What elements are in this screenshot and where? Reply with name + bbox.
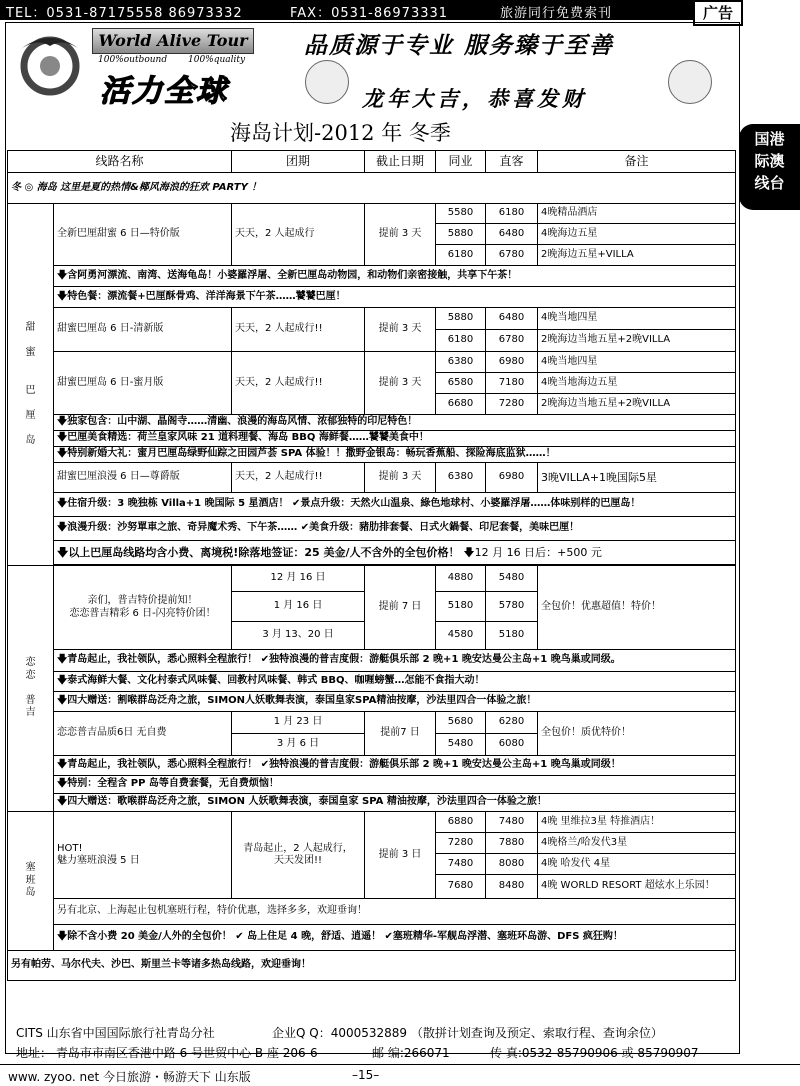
remark: 4晚当地海边五星 [538, 373, 736, 394]
region-char: 恋 [25, 669, 36, 681]
header-fax: FAX：0531-86973331 [290, 6, 449, 21]
retail-price: 5480 [486, 566, 538, 592]
peer-price: 6380 [436, 463, 486, 493]
retail-price: 5180 [486, 622, 538, 650]
route-name-line: 魅力塞班浪漫 5 日 [57, 855, 140, 866]
region-char: 岛 [25, 887, 36, 899]
footer-zip: 邮 编:266071 [372, 1046, 450, 1060]
note-line: 🡇四大赠送：歌喉群岛泛舟之旅，SIMON 人妖歌舞表演，泰国皇家 SPA 精油按摩，沙法里四合一体验之旅！ [54, 794, 736, 812]
peer-price: 5480 [436, 734, 486, 756]
route-cutoff: 提前 3 天 [365, 204, 436, 266]
note-text: 青岛起止，我社领队，悉心照料全程旅行！ ✔独特浪漫的普吉度假：游艇俱乐部 2 晚+1 晚安达曼公主岛+1 晚鸟巢或同级。 [67, 654, 621, 666]
note-line: 🡇青岛起止，我社领队，悉心照料全程旅行！ ✔独特浪漫的普吉度假：游艇俱乐部 2 晚+1 晚安达曼公主岛+1 晚鸟巢或同级。 [54, 650, 736, 672]
footer-address: 地址： 青岛市市南区香港中路 6 号世贸中心 B 座 206-6 [16, 1046, 318, 1060]
route-date-line: 青岛起止，2 人起成行， [243, 842, 353, 854]
region-saipan [8, 812, 54, 951]
note-text: 特别：全程含 PP 岛等自费套餐，无自费烦恼！ [67, 778, 279, 790]
note-line: 🡇特色餐：漂流餐+巴厘酥骨鸡、洋洋海景下午茶……饕饕巴厘！ [54, 287, 736, 308]
retail-price: 7180 [486, 373, 538, 394]
col-header: 团期 [232, 151, 365, 173]
remark: 2晚海边五星+VILLA [538, 245, 736, 266]
peer-price: 6880 [436, 812, 486, 833]
retail-price: 6080 [486, 734, 538, 756]
peer-price: 7680 [436, 875, 486, 899]
region-char: 班 [25, 874, 36, 886]
route-name-line: 亲们，普吉特价提前知！ [87, 595, 198, 606]
note-text: 以上巴厘岛线路均含小费、离境税!除落地签证：25 美金/人不含外的全包价格！ [68, 545, 460, 559]
route-cutoff: 提前 3 天 [365, 463, 436, 493]
note-text: 12 月 16 日后：+500 元 [474, 545, 602, 559]
region-char: 蜜 [25, 347, 36, 358]
dragon-left-icon [305, 60, 349, 104]
note-line: 🡇独家包含：山中湖、晶阁寺……清幽、浪漫的海岛风情、浓郁独特的印尼特色！ [54, 415, 736, 431]
footer-company: CITS 山东省中国国际旅行社青岛分社 [16, 1026, 215, 1040]
region-char: 岛 [25, 434, 36, 446]
note-line: 🡇住宿升级：3 晚独栋 Villa+1 晚国际 5 星酒店！ ✔景点升级：天然火山温泉、綠色地球村、小婆羅浮屠……体味别样的巴厘岛！ [54, 493, 736, 517]
note-line: 🡇除不含小费 20 美金/人外的全包价！ ✔ 岛上住足 4 晚，舒适、逍遥！ ✔塞班精华-军舰岛浮潜、塞班环岛游、DFS 疯狂购！ [54, 925, 736, 951]
peer-price: 5580 [436, 204, 486, 224]
peer-price: 7480 [436, 854, 486, 875]
remark: 4晚当地四星 [538, 352, 736, 373]
region-phuket [8, 566, 54, 812]
note-text: 浪漫升级：沙努單車之旅、奇异魔术秀、下午茶…… ✔美食升级：豬肋排套餐、日式火鍋餐、印尼套餐，美味巴厘！ [67, 522, 580, 534]
peer-price: 6580 [436, 373, 486, 394]
note-line: 🡇巴厘美食精选：荷兰皇家风味 21 道料理餐、海岛 BBQ 海鲜餐……饕饕美食中！ [54, 431, 736, 447]
peer-price: 6180 [436, 245, 486, 266]
note-text: 青岛起止，我社领队，悉心照料全程旅行！ ✔独特浪漫的普吉度假：游艇俱乐部 2 晚+1 晚安达曼公主岛+1 晚鸟巢或同级！ [67, 759, 621, 771]
plan-title: 海岛计划-2012 年 冬季 [230, 121, 451, 145]
greeting: 龙年大吉，恭喜发财 [362, 86, 587, 111]
region-char: 塞 [25, 862, 36, 874]
remark: 4晚 WORLD RESORT 超炫水上乐园！ [538, 875, 736, 899]
retail-price: 6480 [486, 224, 538, 245]
note-text: 独家包含：山中湖、晶阁寺……清幽、浪漫的海岛风情、浓郁独特的印尼特色！ [67, 416, 418, 428]
route-date: 12 月 16 日 [232, 566, 365, 592]
bottom-rule [0, 1064, 800, 1065]
retail-price: 6780 [486, 330, 538, 352]
brand-sub-quality: 100%quality [188, 55, 246, 65]
route-name: 全新巴厘甜蜜 6 日—特价版 [54, 204, 232, 266]
note-line: 🡇泰式海鲜大餐、文化村泰式风味餐、回教村风味餐、韩式 BBQ、咖喱螃蟹…怎能不食指大动！ [54, 672, 736, 692]
retail-price: 7480 [486, 812, 538, 833]
note-text: 泰式海鲜大餐、文化村泰式风味餐、回教村风味餐、韩式 BBQ、咖喱螃蟹…怎能不食指大动！ [67, 675, 485, 687]
retail-price: 8480 [486, 875, 538, 899]
retail-price: 7280 [486, 394, 538, 415]
col-header: 备注 [538, 151, 736, 173]
side-tab-line: 际澳 [754, 152, 785, 170]
brand-sub-outbound: 100%outbound [98, 55, 168, 65]
region-char: 恋 [25, 657, 36, 669]
route-name [54, 812, 232, 899]
peer-price: 5180 [436, 592, 486, 622]
region-char: 普 [25, 694, 36, 706]
header-tagline: 旅游同行免费索刊 [500, 6, 613, 21]
note-line: 🡇浪漫升级：沙努單車之旅、奇异魔术秀、下午茶…… ✔美食升级：豬肋排套餐、日式火鍋餐、印尼套餐，美味巴厘！ [54, 517, 736, 541]
remark: 2晚海边当地五星+2晚VILLA [538, 330, 736, 352]
route-cutoff: 提前 3 天 [365, 308, 436, 352]
col-header: 直客 [486, 151, 538, 173]
route-name: 甜蜜巴厘岛 6 日-清新版 [54, 308, 232, 352]
ad-tag: 广告 [693, 0, 743, 26]
retail-price: 6480 [486, 308, 538, 330]
footer-qq: 企业Q Q：4000532889 （散拼计划查询及预定、索取行程、查询余位） [272, 1026, 663, 1040]
note-line: 另有北京、上海起止包机塞班行程，特价优惠，选择多多，欢迎垂询！ [54, 899, 736, 925]
route-date: 1 月 16 日 [232, 592, 365, 622]
route-name: 甜蜜巴厘岛 6 日-蜜月版 [54, 352, 232, 415]
region-char: 甜 [25, 322, 36, 333]
peer-price: 5880 [436, 224, 486, 245]
remark: 4晚海边五星 [538, 224, 736, 245]
remark: 4晚当地四星 [538, 308, 736, 330]
footer-fax: 传 真:0532-85790906 或 85790907 [490, 1046, 699, 1060]
note-text: 除不含小费 20 美金/人外的全包价！ ✔ 岛上住足 4 晚，舒适、逍遥！ ✔塞班精华-军舰岛浮潜、塞班环岛游、DFS 疯狂购！ [67, 931, 623, 943]
route-date: 天天，2 人起成行!! [232, 463, 365, 493]
remark: 4晚格兰/哈发代3星 [538, 833, 736, 854]
retail-price: 5780 [486, 592, 538, 622]
region-char: 吉 [25, 707, 36, 719]
note-line: 🡇四大赠送：割喉群岛泛舟之旅，SIMON人妖歌舞表演，泰国皇家SPA精油按摩，沙法里四合一体验之旅！ [54, 692, 736, 712]
side-tab-line: 线台 [754, 174, 785, 192]
peer-price: 4880 [436, 566, 486, 592]
note-text: 特别新婚大礼：蜜月巴厘岛绿野仙踪之田园芦荟 SPA 体验！！撒野金银岛：畅玩香蕉船、探险海底监狱……！ [67, 448, 556, 460]
route-date: 3 月 13、20 日 [232, 622, 365, 650]
remark: 4晚 哈发代 4星 [538, 854, 736, 875]
logo-swirl-icon [12, 28, 88, 98]
note-text: 四大赠送：歌喉群岛泛舟之旅，SIMON 人妖歌舞表演，泰国皇家 SPA 精油按摩，沙法里四合一体验之旅！ [67, 796, 547, 808]
retail-price: 6180 [486, 204, 538, 224]
route-date [232, 812, 365, 899]
page-number: –15– [352, 1068, 380, 1082]
retail-price: 6280 [486, 712, 538, 734]
remark: 4晚 里维拉3星 特推酒店！ [538, 812, 736, 833]
col-header: 线路名称 [8, 151, 232, 173]
peer-price: 6380 [436, 352, 486, 373]
route-cutoff: 提前7 日 [365, 712, 436, 756]
route-date: 1 月 23 日 [232, 712, 365, 734]
region-bali [8, 204, 54, 566]
note-text: 特色餐：漂流餐+巴厘酥骨鸡、洋洋海景下午茶……饕饕巴厘！ [67, 290, 346, 302]
remark: 全包价！优惠超值！特价！ [538, 566, 736, 650]
note-line: 🡇特别：全程含 PP 岛等自费套餐，无自费烦恼！ [54, 776, 736, 794]
region-char: 厘 [25, 409, 36, 421]
header-bar [0, 0, 740, 20]
peer-price: 7280 [436, 833, 486, 854]
route-date-line: 天天发团!! [274, 855, 323, 866]
route-date: 天天，2 人起成行!! [232, 308, 365, 352]
note-line: 🡇青岛起止，我社领队，悉心照料全程旅行！ ✔独特浪漫的普吉度假：游艇俱乐部 2 晚+1 晚安达曼公主岛+1 晚鸟巢或同级！ [54, 756, 736, 776]
side-tab-line: 国港 [754, 130, 785, 148]
note-text: 巴厘美食精选：荷兰皇家风味 21 道料理餐、海岛 BBQ 海鲜餐……饕饕美食中！ [67, 432, 429, 444]
retail-price: 8080 [486, 854, 538, 875]
header-tel: TEL：0531-87175558 86973332 [6, 6, 243, 21]
other-routes: 另有帕劳、马尔代夫、沙巴、斯里兰卡等诸多热岛线路，欢迎垂询！ [8, 951, 736, 981]
retail-price: 6780 [486, 245, 538, 266]
route-date: 天天，2 人起成行!! [232, 352, 365, 415]
col-header: 同业 [436, 151, 486, 173]
tour-table [7, 150, 736, 981]
remark: 2晚海边当地五星+2晚VILLA [538, 394, 736, 415]
peer-price: 4580 [436, 622, 486, 650]
route-name-line: HOT! [57, 842, 83, 854]
retail-price: 6980 [486, 463, 538, 493]
col-header: 截止日期 [365, 151, 436, 173]
side-tab [739, 124, 800, 210]
note-text: 四大赠送：割喉群岛泛舟之旅，SIMON人妖歌舞表演，泰国皇家SPA精油按摩，沙法里四合一体验之旅！ [67, 695, 537, 707]
route-date: 天天，2 人起成行 [232, 204, 365, 266]
footer-site: www. zyoo. net 今日旅游・畅游天下 山东版 [8, 1070, 251, 1084]
route-name [54, 566, 232, 650]
route-cutoff: 提前 3 天 [365, 352, 436, 415]
retail-price: 6980 [486, 352, 538, 373]
remark: 3晚VILLA+1晚国际5星 [538, 463, 736, 493]
peer-price: 6680 [436, 394, 486, 415]
route-cutoff: 提前 7 日 [365, 566, 436, 650]
note-text: 含阿勇河漂流、南湾、送海龟岛！小婆羅浮屠、全新巴厘岛动物园，和动物们亲密接触，共享下午茶！ [67, 269, 518, 281]
brand-name-en: World Alive Tour [92, 28, 254, 54]
route-name: 甜蜜巴厘浪漫 6 日—尊爵版 [54, 463, 232, 493]
winter-banner: 冬 ◎ 海岛 这里是夏的热情&椰风海浪的狂欢 PARTY ！ [8, 173, 736, 204]
route-name-line: 恋恋普吉精彩 6 日-闪亮特价团！ [69, 607, 216, 619]
note-line: 🡇以上巴厘岛线路均含小费、离境税!除落地签证：25 美金/人不含外的全包价格！ 🡇12 月 16 日后：+500 元 [54, 541, 736, 565]
brand-name-cn: 活力全球 [100, 74, 228, 109]
note-line: 🡇含阿勇河漂流、南湾、送海龟岛！小婆羅浮屠、全新巴厘岛动物园，和动物们亲密接触，共享下午茶！ [54, 266, 736, 287]
region-char: 巴 [25, 384, 36, 396]
retail-price: 7880 [486, 833, 538, 854]
note-text: 住宿升级：3 晚独栋 Villa+1 晚国际 5 星酒店！ ✔景点升级：天然火山温泉、綠色地球村、小婆羅浮屠……体味别样的巴厘岛！ [67, 498, 641, 510]
peer-price: 5680 [436, 712, 486, 734]
table-header [8, 151, 736, 173]
route-cutoff: 提前 3 日 [365, 812, 436, 899]
remark: 4晚精品酒店 [538, 204, 736, 224]
peer-price: 5880 [436, 308, 486, 330]
dragon-right-icon [668, 60, 712, 104]
note-line: 🡇特别新婚大礼：蜜月巴厘岛绿野仙踪之田园芦荟 SPA 体验！！撒野金银岛：畅玩香蕉船、探险海底监狱……！ [54, 447, 736, 463]
peer-price: 6180 [436, 330, 486, 352]
remark: 全包价！质优特价！ [538, 712, 736, 756]
slogan: 品质源于专业 服务臻于至善 [304, 33, 615, 59]
route-name: 恋恋普吉品质6日 无自费 [54, 712, 232, 756]
route-date: 3 月 6 日 [232, 734, 365, 756]
